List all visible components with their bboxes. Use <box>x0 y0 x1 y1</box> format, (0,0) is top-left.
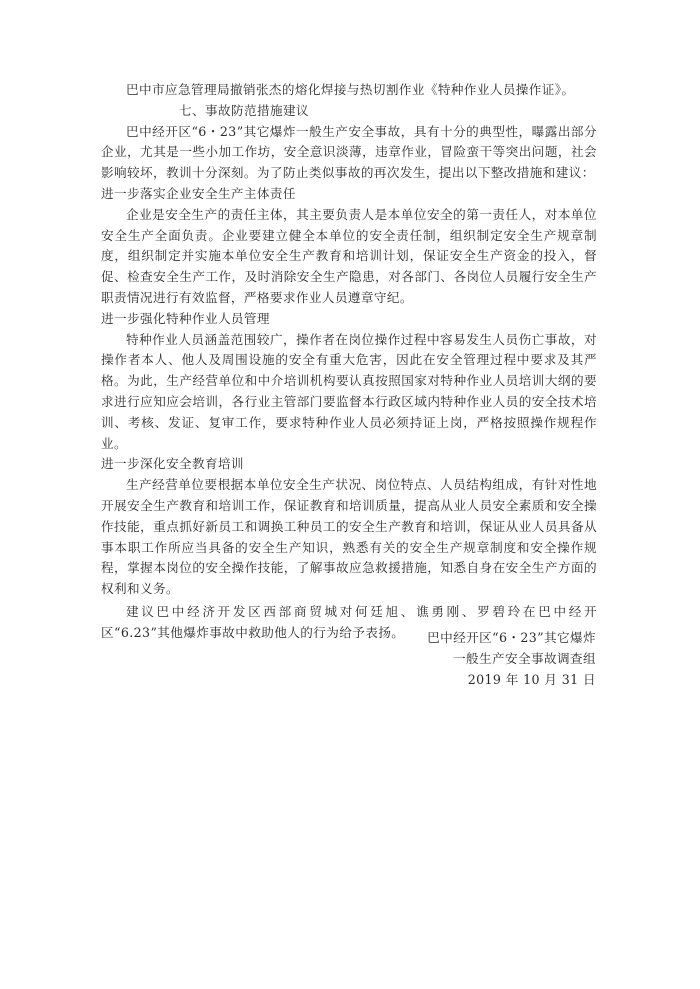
item-body-responsibility: 企业是安全生产的责任主体，其主要负责人是本单位安全的第一责任人，对本单位安全生产全面负责。企业要建立健全本单位的安全责任制，组织制定安全生产规章制度，组织制定并实施本单位安全生产教育和培训计划，保证安全生产资金的投入，督促、检查安全生产工作，及时消除安全生产隐患，对各部门、各岗位人员履行安全生产职责情况进行有效监督，严格要求作业人员遵章守纪。 <box>101 206 597 305</box>
signature-org-line1: 巴中经开区“6・23”其它爆炸 <box>427 630 596 645</box>
item-body-training: 生产经营单位要根据本单位安全生产状况、岗位特点、人员结构组成，有针对性地开展安全生产教育和培训工作，保证教育和培训质量，提高从业人员安全素质和安全操作技能，重点抓好新员工和调换工种员工的安全生产教育和培训，保证从业人员具备从事本职工作所应当具备的安全生产知识，熟悉有关的安全生产规章制度和安全操作规程，掌握本岗位的安全操作技能，了解事故应急救援措施，知悉自身在安全生产方面的权利和义务。 <box>101 477 597 597</box>
revocation-paragraph: 巴中市应急管理局撤销张杰的熔化焊接与热切割作业《特种作业人员操作证》。 <box>126 82 575 97</box>
intro-paragraph: 巴中经开区“6・23”其它爆炸一般生产安全事故，具有十分的典型性，曝露出部分企业，尤其是一些小加工作坊，安全意识淡薄，违章作业，冒险蛮干等突出问题，社会影响较坏，教训十分深刻。为了防止类似事故的再次发生，提出以下整改措施和建议： <box>101 123 597 181</box>
document-body <box>101 80 597 644</box>
item-body-special-operations: 特种作业人员涵盖范围较广，操作者在岗位操作过程中容易发生人员伤亡事故，对操作者本人、他人及周围设施的安全有重大危害，因此在安全管理过程中要求及其严格。为此，生产经营单位和中介培训机构要认真按照国家对特种作业人员培训大纲的要求进行应知应会培训，各行业主管部门要监督本行政区域内特种作业人员的安全技术培训、考核、发证、复审工作，要求特种作业人员必须持证上岗，严格按照操作规程作业。 <box>101 331 597 451</box>
signature-block <box>427 628 596 690</box>
item-heading-responsibility: 进一步落实企业安全生产主体责任 <box>101 185 296 201</box>
signature-date: 2019 年 10 月 31 日 <box>467 671 596 687</box>
item-heading-training: 进一步深化安全教育培训 <box>101 456 244 472</box>
signature-org-line2: 一般生产安全事故调查组 <box>453 650 596 666</box>
commendation-paragraph: 建议巴中经济开发区西部商贸城对何廷旭、谯勇刚、罗碧玲在巴中经开区“6.23”其他爆炸事故中救助他人的行为给予表扬。 <box>101 603 597 640</box>
section-title: 七、事故防范措施建议 <box>179 102 309 118</box>
item-heading-special-operations: 进一步强化特种作业人员管理 <box>101 310 270 326</box>
